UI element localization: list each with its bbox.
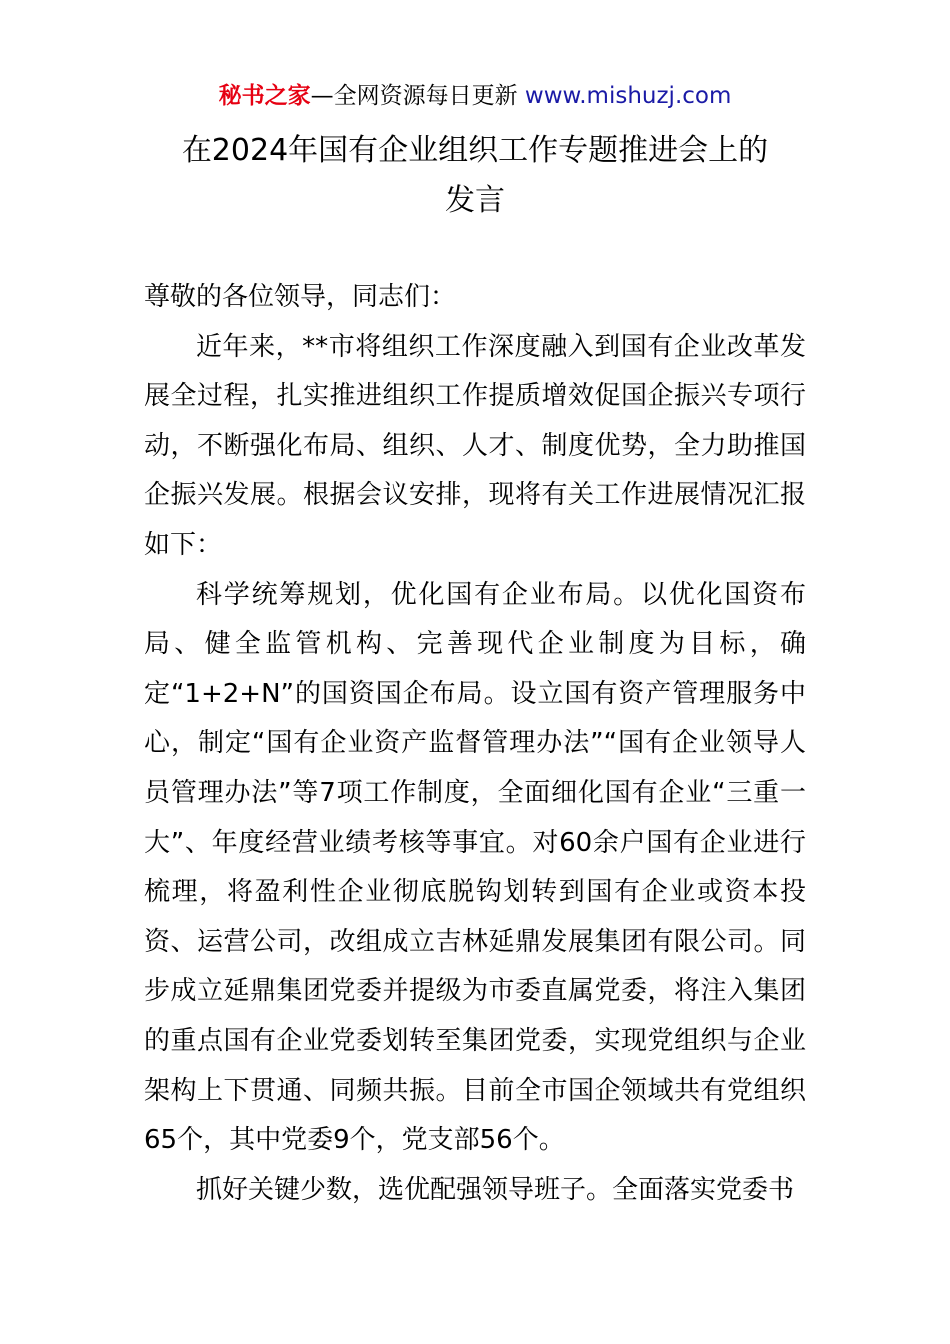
site-name: 秘书之家 [218,83,311,109]
site-tagline: —全网资源每日更新 [310,83,518,109]
paragraph-intro: 近年来，**市将组织工作深度融入到国有企业改革发展全过程，扎实推进组织工作提质增效促国企振兴专项行动，不断强化布局、组织、人才、制度优势，全力助推国企振兴发展。根据会议安排，现将有关工作进展情况汇报如下： [144,331,806,560]
site-url-link[interactable]: www.mishuzj.com [524,83,732,109]
document-title [150,126,800,226]
paragraph-leadership: 抓好关键少数，选优配强领导班子。全面落实党委书 [196,1174,795,1205]
document-body [144,273,806,1215]
title-line-2: 发言 [445,183,505,218]
salutation: 尊敬的各位领导，同志们： [144,282,457,312]
site-banner [0,80,950,112]
paragraph-planning: 科学统筹规划，优化国有企业布局。以优化国资布局、健全监管机构、完善现代企业制度为目标，确定“1+2+N”的国资国企布局。设立国有资产管理服务中心，制定“国有企业资产监督管理办法”“国有企业领导人员管理办法”等7项工作制度，全面细化国有企业“三重一大”、年度经营业绩考核等事宜。对60余户国有企业进行梳理，将盈利性企业彻底脱钩划转到国有企业或资本投资、运营公司，改组成立吉林延鼎发展集团有限公司。同步成立延鼎集团党委并提级为市委直属党委，将注入集团的重点国有企业党委划转至集团党委，实现党组织与企业架构上下贯通、同频共振。目前全市国企领域共有党组织65个，其中党委9个，党支部56个。 [144,579,806,1156]
title-line-1: 在2024年国有企业组织工作专题推进会上的 [181,133,769,168]
